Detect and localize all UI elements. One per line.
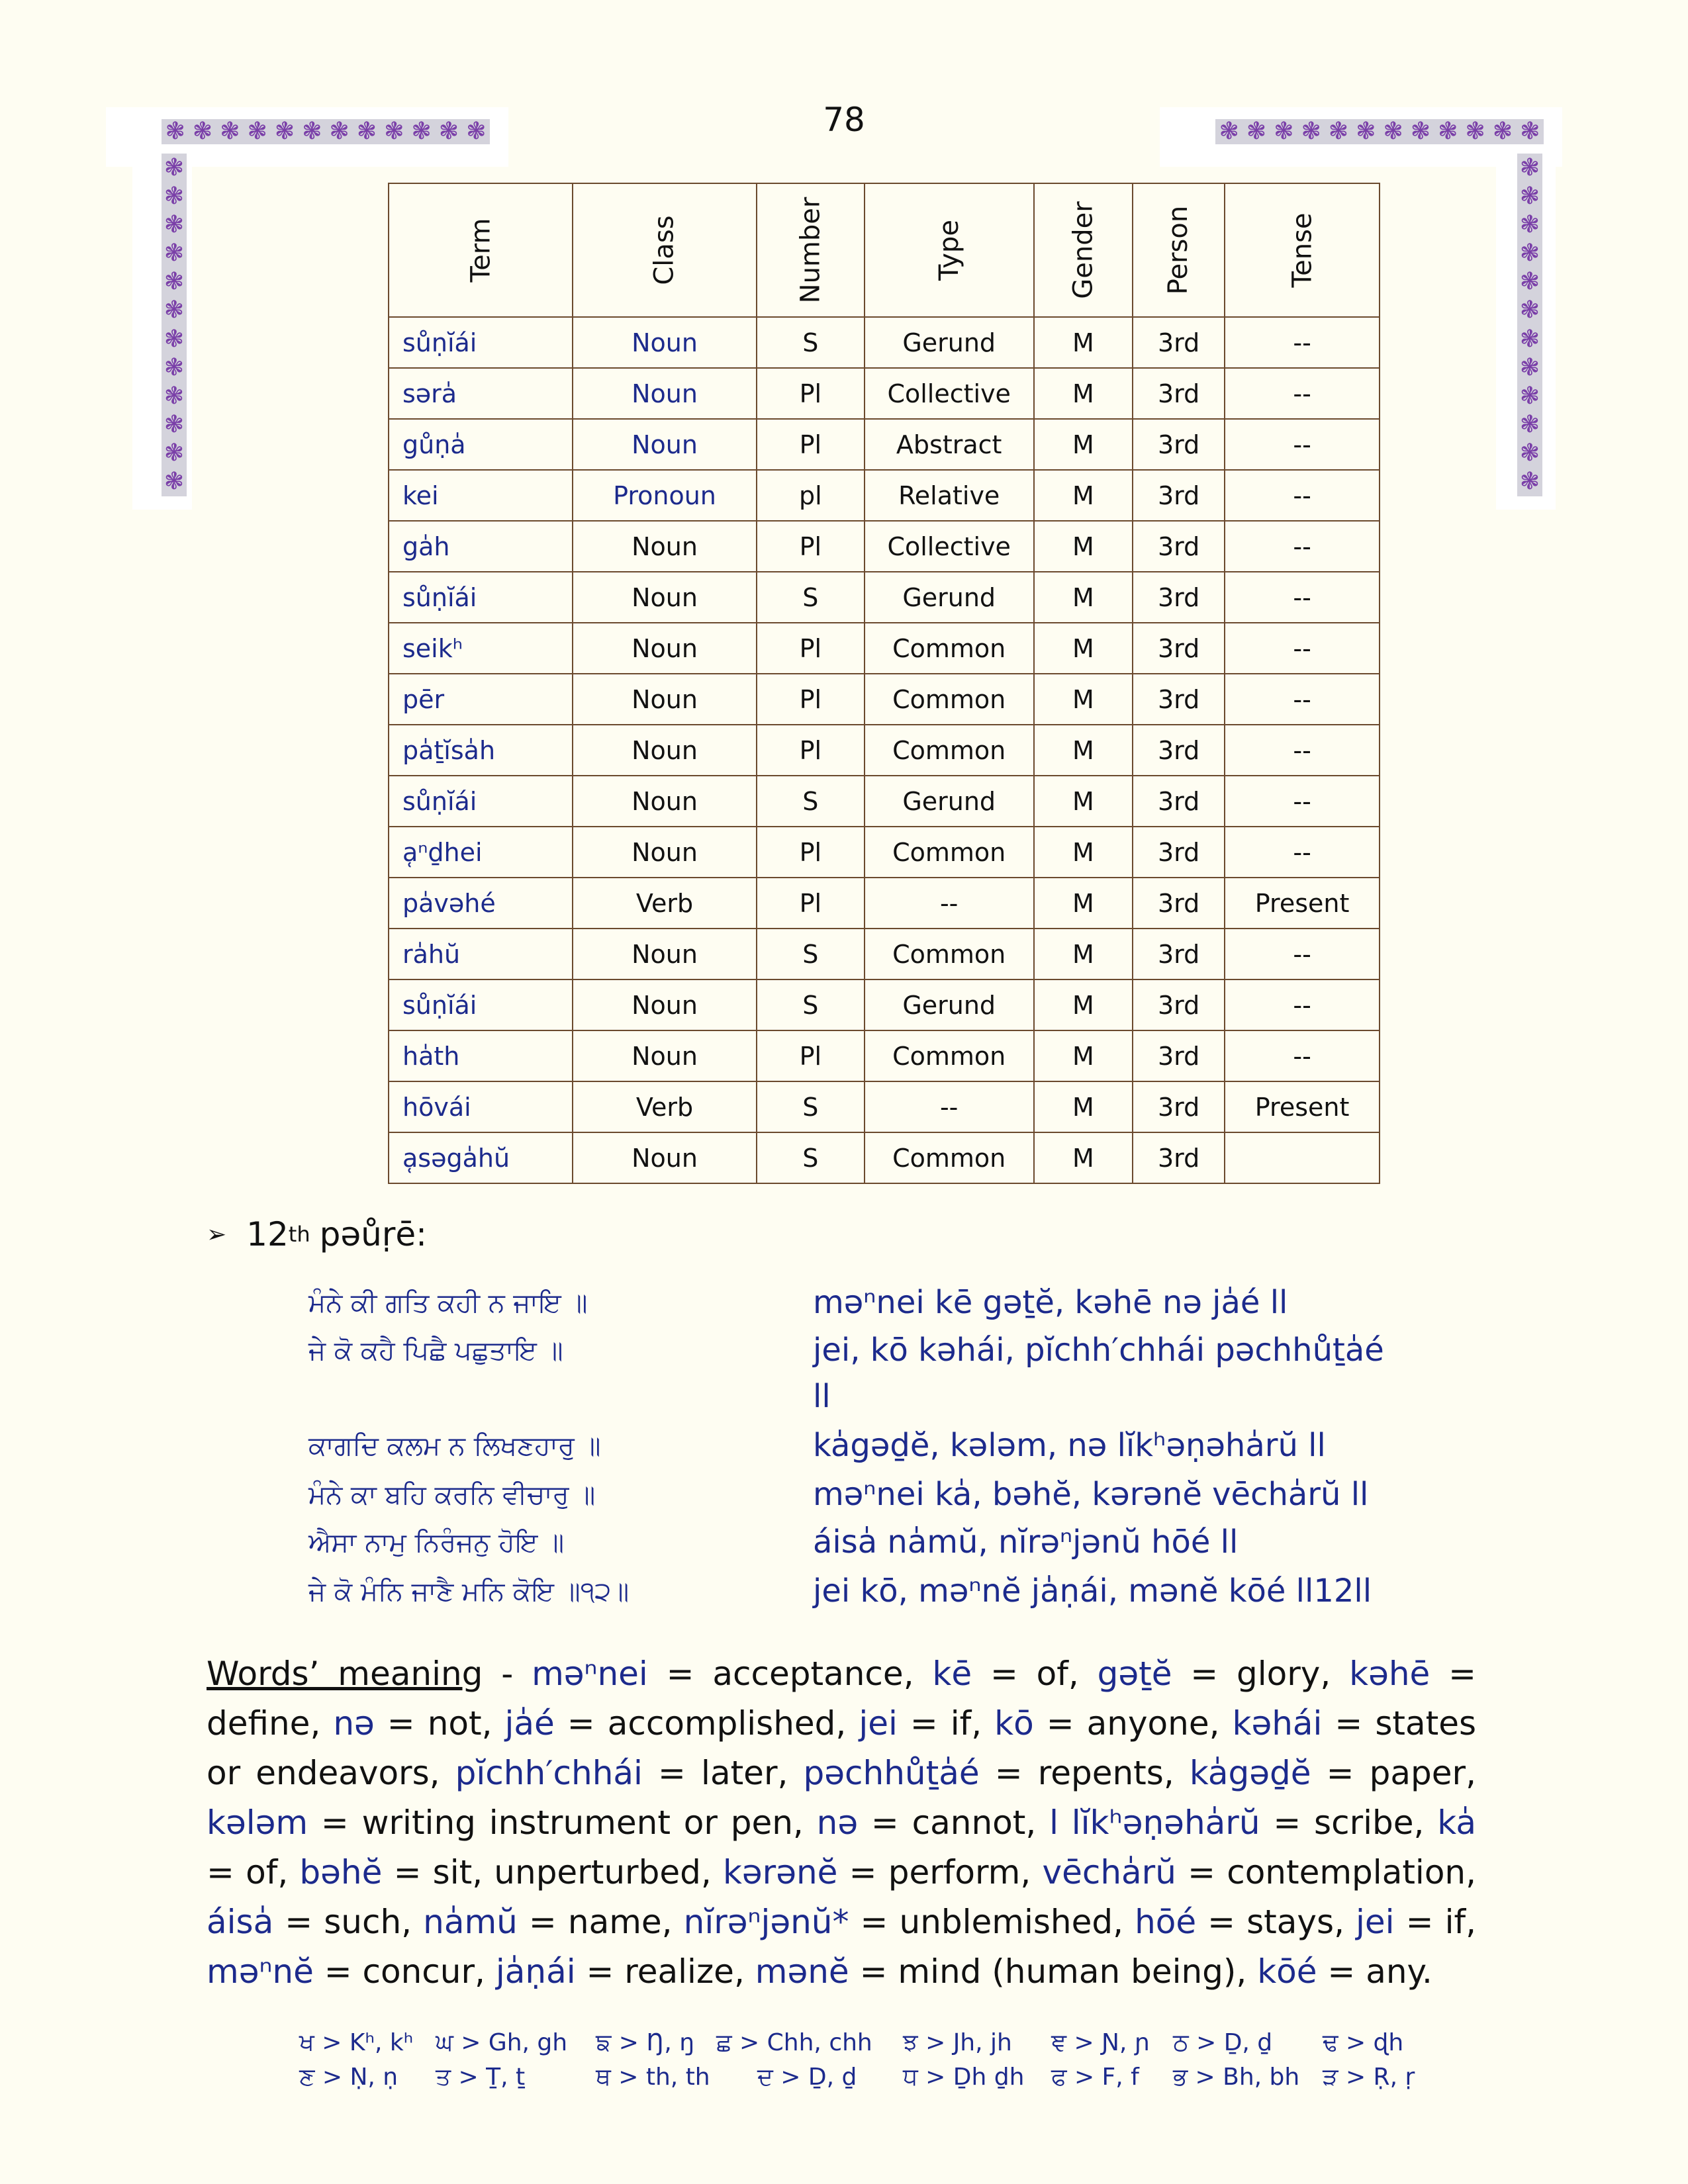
transliteration-key-row [299,2064,1415,2091]
cell-gender: M [1034,725,1133,776]
verse-gurmukhi: ਮੰਨੇ ਕੀ ਗਤਿ ਕਹੀ ਨ ਜਾਇ ॥ [308,1288,588,1318]
cell-type: Abstract [865,419,1034,470]
cell-type: Collective [865,368,1034,419]
cell-type: Collective [865,521,1034,572]
meaning-term: áisa̍ [207,1903,274,1941]
cell-class: Noun [573,929,757,979]
table-row [389,1132,1380,1183]
meaning-term: bəhĕ [299,1853,383,1891]
cell-number: S [757,1081,865,1132]
cell-tense: -- [1225,572,1380,623]
cell-tense: -- [1225,470,1380,521]
cell-person: 3rd [1133,1030,1225,1081]
column-header-class: Class [573,183,757,317]
cell-tense: -- [1225,521,1380,572]
cell-type: -- [865,1081,1034,1132]
cell-class: Noun [573,725,757,776]
meaning-term: pĭchh′chhái [455,1754,643,1792]
cell-term: seikʰ [389,623,573,674]
cell-number: Pl [757,368,865,419]
table-body [389,317,1380,1183]
verse-gurmukhi: ਜੇ ਕੋ ਮੰਨਿ ਜਾਣੈ ਮਨਿ ਕੋਇ ॥੧੨॥ [308,1576,630,1607]
verse-transliteration: jei kō, məⁿnĕ ja̍ṇái, mənĕ kōé ll12ll [813,1572,1372,1610]
meaning-definition: contemplation [1227,1853,1466,1891]
cell-class: Pronoun [573,470,757,521]
top-left-ornament-column: ❃ ❃ ❃ ❃ ❃ ❃ ❃ ❃ ❃ ❃ ❃ ❃ [162,154,187,496]
meaning-definition: writing instrument or pen [361,1803,793,1842]
cell-gender: M [1034,979,1133,1030]
column-header-gender: Gender [1034,183,1133,317]
key-entry: ਠ > Ḏ, ḏ [1173,2029,1273,2056]
verse-transliteration: ll [813,1378,831,1415]
grammar-table [388,183,1380,1184]
key-entry: ਧ > Ḏh ḏh [903,2064,1025,2091]
cell-number: S [757,317,865,368]
table-header-row [389,183,1380,317]
section-number-suffix: th [288,1222,310,1247]
verse-gurmukhi: ਜੇ ਕੋ ਕਹੈ ਪਿਛੈ ਪਛੁਤਾਇ ॥ [308,1336,563,1366]
column-header-type: Type [865,183,1034,317]
key-entry: ਙ > Ŋ, ŋ [596,2029,695,2056]
verse-gurmukhi: ਮੰਨੇ ਕਾ ਬਹਿ ਕਰਨਿ ਵੀਚਾਰੁ ॥ [308,1480,596,1510]
table-row [389,521,1380,572]
cell-person: 3rd [1133,521,1225,572]
cell-number: Pl [757,1030,865,1081]
cell-class: Noun [573,521,757,572]
key-entry: ਖ > Kʰ, kʰ [299,2029,414,2056]
key-entry: ਞ > Ɲ, ɲ [1051,2029,1150,2056]
cell-person: 3rd [1133,674,1225,725]
cell-class: Noun [573,1030,757,1081]
verse-transliteration: məⁿnei ka̍, bəhĕ, kərənĕ vēcha̍rŭ ll [813,1476,1369,1513]
verse-transliteration: áisa̍ na̍mŭ, nĭrəⁿjənŭ hōé ll [813,1524,1239,1561]
cell-term: sůṇĭái [389,572,573,623]
cell-type: -- [865,878,1034,929]
meaning-definition: of [246,1853,278,1891]
cell-tense: -- [1225,979,1380,1030]
verse-transliteration: məⁿnei kē gəṯĕ, kəhē nə ja̍é ll [813,1284,1288,1321]
meaning-term: kōé [1257,1952,1317,1991]
meaning-term: l lĭkʰəṇəha̍rŭ [1049,1803,1260,1842]
cell-term: pa̍vəhé [389,878,573,929]
table-row [389,725,1380,776]
table-row [389,929,1380,979]
cell-person: 3rd [1133,878,1225,929]
cell-number: Pl [757,419,865,470]
cell-person: 3rd [1133,572,1225,623]
key-entry: ਭ > Bh, bh [1173,2064,1300,2091]
cell-person: 3rd [1133,419,1225,470]
table-row [389,979,1380,1030]
meaning-definition: paper [1369,1754,1466,1792]
cell-gender: M [1034,419,1133,470]
meaning-term: jei [859,1704,898,1743]
table-row [389,368,1380,419]
cell-tense: Present [1225,1081,1380,1132]
meaning-definition: if [950,1704,972,1743]
key-entry: ਫ > F, f [1051,2064,1139,2091]
top-right-ornament-row: ❃ ❃ ❃ ❃ ❃ ❃ ❃ ❃ ❃ ❃ ❃ ❃ [1215,119,1544,144]
cell-class: Verb [573,1081,757,1132]
table-row [389,1081,1380,1132]
cell-person: 3rd [1133,1081,1225,1132]
meaning-definition: unblemished [899,1903,1113,1941]
meaning-definition: stays [1246,1903,1335,1941]
cell-person: 3rd [1133,368,1225,419]
section-number: 12 [246,1215,289,1253]
meaning-definition: acceptance [712,1655,904,1693]
meaning-definition: glory [1237,1655,1321,1693]
cell-term: ga̍h [389,521,573,572]
cell-type: Gerund [865,572,1034,623]
words-meaning-heading: Words’ meaning [207,1655,483,1693]
bullet-arrow-icon: ➢ [207,1220,227,1248]
verse-transliteration: ka̍gəḏĕ, kələm, nə lĭkʰəṇəha̍rŭ ll [813,1427,1326,1464]
meaning-term: ka̍gəḏĕ [1189,1754,1311,1792]
cell-class: Noun [573,776,757,827]
meaning-term: kē [932,1655,972,1693]
cell-type: Common [865,725,1034,776]
cell-person: 3rd [1133,317,1225,368]
cell-term: səra̍ [389,368,573,419]
cell-type: Common [865,623,1034,674]
cell-number: pl [757,470,865,521]
meaning-definition: later [701,1754,778,1792]
cell-number: S [757,1132,865,1183]
meaning-term: ja̍ṇái [495,1952,576,1991]
meaning-definition: accomplished [607,1704,836,1743]
cell-term: hōvái [389,1081,573,1132]
cell-number: Pl [757,878,865,929]
meaning-term: gəṯĕ [1097,1655,1172,1693]
table-row [389,1030,1380,1081]
cell-person: 3rd [1133,725,1225,776]
cell-class: Noun [573,827,757,878]
cell-term: gůṇa̍ [389,419,573,470]
key-entry: ਦ > Ḏ, ḏ [757,2064,857,2091]
table-row [389,470,1380,521]
key-entry: ਥ > th, th [596,2064,710,2091]
cell-class: Noun [573,317,757,368]
verse-gurmukhi: ਕਾਗਦਿ ਕਲਮ ਨ ਲਿਖਣਹਾਰੁ ॥ [308,1431,601,1461]
cell-class: Noun [573,572,757,623]
meaning-term: jei [1356,1903,1395,1941]
table-row [389,827,1380,878]
cell-tense: -- [1225,725,1380,776]
meaning-definition: if [1444,1903,1466,1941]
top-left-ornament-row: ❃ ❃ ❃ ❃ ❃ ❃ ❃ ❃ ❃ ❃ ❃ ❃ [162,119,490,144]
column-header-number: Number [757,183,865,317]
meaning-definition: such [324,1903,402,1941]
cell-tense: -- [1225,776,1380,827]
meaning-term: kō [994,1704,1034,1743]
meaning-term: kəhái [1232,1704,1323,1743]
table-row [389,674,1380,725]
cell-number: S [757,929,865,979]
key-entry: ਝ > Jh, jh [903,2029,1012,2056]
meaning-term: kəhē [1349,1655,1430,1693]
cell-number: S [757,572,865,623]
column-header-term: Term [389,183,573,317]
meaning-definition: concur [362,1952,475,1991]
cell-term: sůṇĭái [389,979,573,1030]
cell-class: Noun [573,368,757,419]
key-entry: ਢ > ɖh [1323,2029,1404,2056]
meaning-term: kələm [207,1803,308,1842]
table-row [389,776,1380,827]
cell-tense: -- [1225,623,1380,674]
section-title: pəůṛē: [319,1215,427,1253]
cell-term: a̜ⁿḏhei [389,827,573,878]
top-right-ornament-column: ❃ ❃ ❃ ❃ ❃ ❃ ❃ ❃ ❃ ❃ ❃ ❃ [1517,154,1542,496]
key-entry: ਣ > Ṇ, ṇ [299,2064,399,2091]
meaning-term: ka̍ [1437,1803,1476,1842]
cell-term: ha̍th [389,1030,573,1081]
cell-class: Noun [573,674,757,725]
meaning-term: na̍mŭ [423,1903,518,1941]
cell-type: Relative [865,470,1034,521]
meaning-term: nĭrəⁿjənŭ* [683,1903,849,1941]
meaning-term: nə [816,1803,859,1842]
cell-gender: M [1034,827,1133,878]
meaning-definition: states or endeavors [207,1704,1477,1792]
meaning-term: ja̍é [504,1704,555,1743]
table-row [389,572,1380,623]
cell-type: Common [865,674,1034,725]
meaning-definition: not [427,1704,482,1743]
cell-tense: -- [1225,419,1380,470]
table-row [389,419,1380,470]
meaning-term: hōé [1135,1903,1197,1941]
cell-gender: M [1034,674,1133,725]
meaning-term: məⁿnei [532,1655,648,1693]
cell-term: sůṇĭái [389,776,573,827]
meaning-definition: realize [624,1952,734,1991]
cell-term: pa̍ṯĭsa̍h [389,725,573,776]
cell-tense [1225,1132,1380,1183]
cell-number: Pl [757,521,865,572]
meaning-definition: define [207,1704,310,1743]
meaning-definition: anyone [1086,1704,1209,1743]
verse-transliteration: jei, kō kəhái, pĭchh′chhái pəchhůṯa̍é [813,1332,1384,1369]
cell-tense: -- [1225,827,1380,878]
cell-type: Gerund [865,979,1034,1030]
cell-term: sůṇĭái [389,317,573,368]
words-meaning-list: məⁿnei = acceptance, kē = of, gəṯĕ = glory, kəhē = define, nə = not, ja̍é = accomplished, jei = if, kō = anyone, kəhái = states or endeavors, pĭchh′chhái = later, pəchhůṯa̍é = repents, ka̍gəḏĕ = paper, kələm = writing instrument or pen, nə = cannot, l lĭkʰəṇəha̍rŭ = scribe, ka̍ = of, bəhĕ = sit, unperturbed, kərənĕ = perform, vēcha̍rŭ = contemplation, áisa̍ = such, na̍mŭ = name, nĭrəⁿjənŭ* = unblemished, hōé = stays, jei = if, məⁿnĕ = concur, ja̍ṇái = realize, mənĕ = mind (human being), kōé = any. [207,1655,1477,1991]
cell-type: Common [865,827,1034,878]
table-row [389,623,1380,674]
cell-number: Pl [757,725,865,776]
meaning-definition: of [1036,1655,1068,1693]
cell-gender: M [1034,776,1133,827]
meaning-definition: repents [1037,1754,1164,1792]
cell-gender: M [1034,929,1133,979]
cell-person: 3rd [1133,827,1225,878]
cell-class: Verb [573,878,757,929]
cell-type: Common [865,1030,1034,1081]
cell-gender: M [1034,1030,1133,1081]
page-number: 78 [823,101,865,139]
meaning-term: vēcha̍rŭ [1042,1853,1176,1891]
meaning-term: pəchhůṯa̍é [803,1754,980,1792]
cell-class: Noun [573,979,757,1030]
cell-gender: M [1034,470,1133,521]
meaning-definition: cannot [912,1803,1026,1842]
meaning-term: məⁿnĕ [207,1952,314,1991]
cell-type: Common [865,1132,1034,1183]
column-header-tense: Tense [1225,183,1380,317]
cell-term: pēr [389,674,573,725]
cell-number: S [757,979,865,1030]
cell-tense: -- [1225,368,1380,419]
cell-type: Gerund [865,317,1034,368]
meaning-term: nə [333,1704,375,1743]
table-row [389,317,1380,368]
cell-person: 3rd [1133,1132,1225,1183]
transliteration-key-row [299,2029,1403,2057]
key-entry: ਛ > Chh, chh [716,2029,872,2056]
cell-gender: M [1034,878,1133,929]
cell-gender: M [1034,623,1133,674]
cell-term: ra̍hŭ [389,929,573,979]
key-entry: ਘ > Gh, gh [436,2029,568,2056]
verse-gurmukhi: ਐਸਾ ਨਾਮੁ ਨਿਰੰਜਨੁ ਹੋਇ ॥ [308,1527,565,1558]
words-meaning-paragraph: Words’ meaning - məⁿnei = acceptance, kē = of, gəṯĕ = glory, kəhē = define, nə = not, ja̍é = accomplished, jei = if, kō = anyone, kəhái = states or endeavors, pĭchh′chhái = later, pəchhůṯa̍é = repents, ka̍gəḏĕ = paper, kələm = writing instrument or pen, nə = cannot, l lĭkʰəṇəha̍rŭ = scribe, ka̍ = of, bəhĕ = sit, unperturbed, kərənĕ = perform, vēcha̍rŭ = contemplation, áisa̍ = such, na̍mŭ = name, nĭrəⁿjənŭ* = unblemished, hōé = stays, jei = if, məⁿnĕ = concur, ja̍ṇái = realize, mənĕ = mind (human being), kōé = any. [207,1655,1477,1991]
cell-number: Pl [757,827,865,878]
cell-tense: -- [1225,1030,1380,1081]
cell-person: 3rd [1133,979,1225,1030]
cell-tense: -- [1225,317,1380,368]
cell-gender: M [1034,368,1133,419]
meaning-definition: scribe [1314,1803,1414,1842]
table-row [389,878,1380,929]
cell-tense: -- [1225,929,1380,979]
cell-person: 3rd [1133,776,1225,827]
meaning-term: kərənĕ [722,1853,838,1891]
cell-person: 3rd [1133,929,1225,979]
cell-tense: Present [1225,878,1380,929]
meaning-definition: any [1366,1952,1423,1991]
section-heading [207,1215,427,1253]
cell-class: Noun [573,623,757,674]
cell-term: a̜səga̍hŭ [389,1132,573,1183]
cell-person: 3rd [1133,623,1225,674]
meaning-definition: sit, unperturbed [432,1853,701,1891]
cell-number: Pl [757,674,865,725]
column-header-person: Person [1133,183,1225,317]
cell-gender: M [1034,1132,1133,1183]
cell-class: Noun [573,419,757,470]
meaning-definition: mind (human being) [898,1952,1237,1991]
cell-gender: M [1034,317,1133,368]
cell-person: 3rd [1133,470,1225,521]
meaning-term: mənĕ [755,1952,849,1991]
key-entry: ਤ > Ṯ, ṯ [436,2064,526,2091]
cell-gender: M [1034,572,1133,623]
cell-tense: -- [1225,674,1380,725]
cell-type: Gerund [865,776,1034,827]
cell-gender: M [1034,1081,1133,1132]
cell-type: Common [865,929,1034,979]
key-entry: ੜ > Ṛ, ṛ [1323,2064,1415,2091]
cell-gender: M [1034,521,1133,572]
cell-class: Noun [573,1132,757,1183]
meaning-definition: name [567,1903,662,1941]
cell-number: Pl [757,623,865,674]
cell-number: S [757,776,865,827]
cell-term: kei [389,470,573,521]
meaning-definition: perform [888,1853,1021,1891]
